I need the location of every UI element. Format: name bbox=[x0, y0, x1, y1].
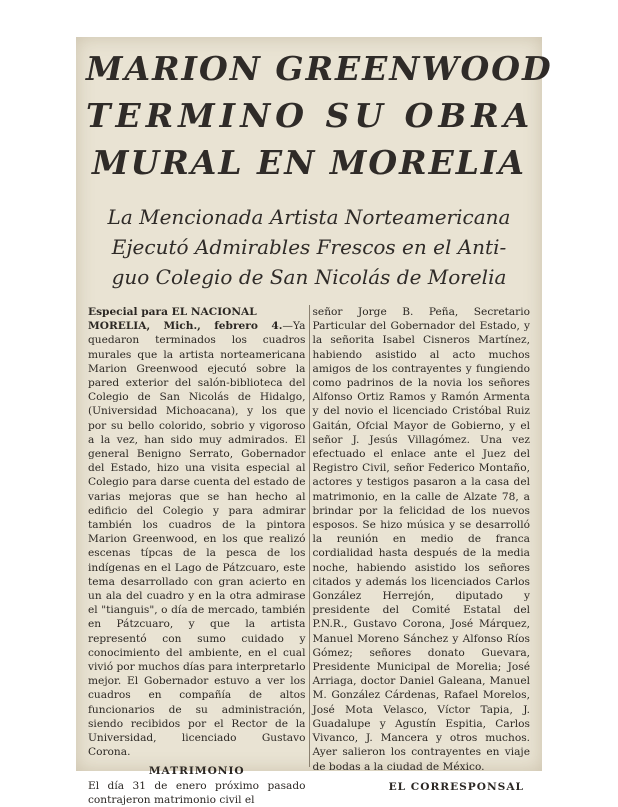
subheadline-line-1: La Mencionada Artista Norteamericana bbox=[107, 205, 511, 229]
article-body bbox=[88, 305, 530, 806]
headline-line-1: MARION GREENWOOD bbox=[86, 49, 553, 88]
article-col2-text: señor Jorge B. Peña, Secretario Particular del Gobernador del Estado, y la señorita Isabel Cisneros Martínez, habiendo asistido al acto muchos amigos de los contrayentes y fungiendo como padrinos de la novia los señores Alfonso Ortiz Ramos y Ramón Armenta y del novio el licenciado Cristóbal Ruiz Gaitán, Ofcial Mayor de Gobierno, y el señor J. Jesús Villagómez. Una vez efectuado el enlace ante el Juez del Registro Civil, señor Federico Montaño, actores y testigos pasaron a la casa del matrimonio, en la calle de Alzate 78, a brindar por la felicidad de los nuevos esposos. Se hizo música y se desarrolló la reunión en medio de franca cordialidad hasta después de la media noche, habiendo asistido los señores citados y además los licenciados Carlos González Herrejón, diputado y presidente del Comité Estatal del P.N.R., Gustavo Corona, José Márquez, Manuel Moreno Sánchez y Alfonso Ríos Gómez; señores donato Guevara, Presidente Municipal de Morelia; José Arriaga, doctor Daniel Galeana, Manuel M. González Cárdenas, Rafael Morelos, José Mota Velasco, Víctor Tapia, J. Guadalupe y Agustín Espitia, Carlos Vivanco, J. Mancera y otros muchos. Ayer salieron los contrayentes en viaje de bodas a la ciudad de México. bbox=[312, 306, 530, 773]
headline bbox=[86, 45, 553, 186]
section-heading: MATRIMONIO bbox=[148, 764, 245, 777]
subheadline-line-3: guo Colegio de San Nicolás de Morelia bbox=[111, 265, 507, 289]
subheadline-line-2: Ejecutó Admirables Frescos en el Anti- bbox=[111, 235, 507, 259]
article-paragraph-1 bbox=[88, 319, 306, 759]
column-divider bbox=[309, 305, 310, 767]
article-col1-text: —Ya quedaron terminados los cuadros murales que la artista norteamericana Marion Greenwood ejecutó sobre la pared exterior del salón-biblioteca del Colegio de San Nicolás de Hidalgo, (Universidad Michoacana), y los que por su bello colorido, sobrio y vigoroso a la vez, han sido muy admirados. El general Benigno Serrato, Gobernador del Estado, hizo una visita especial al Colegio para darse cuenta del estado de varias mejoras que se han hecho al edificio del Colegio y para admirar también los cuadros de la pintora Marion Greenwood, en los que realizó escenas típcas de la pesca de los indígenas en el Lago de Pátzcuaro, este tema desarrollado con gran acierto en un ala del cuadro y en la otra admirase el "tianguis", o día de mercado, también en Pátzcuaro, y que la artista representó con sumo cuidado y conocimiento del ambiente, en el cual vivió por muchos días para interpretarlo mejor. El Gobernador estuvo a ver los cuadros en compañía de altos funcionarios de su administración, siendo recibidos por el Rector de la Universidad, licenciado Gustavo Corona. bbox=[88, 320, 306, 759]
article-column-1 bbox=[88, 305, 306, 806]
newspaper-clipping bbox=[76, 37, 553, 806]
subheadline bbox=[86, 202, 532, 292]
article-byline: Especial para EL NACIONAL bbox=[88, 306, 257, 318]
article-signature: EL CORRESPONSAL bbox=[388, 780, 524, 793]
article-dateline: MORELIA, Mich., febrero 4. bbox=[88, 320, 283, 333]
article-col1-tail: El día 31 de enero próximo pasado contrajeron matrimonio civil el bbox=[88, 779, 306, 806]
headline-line-3: MURAL EN MORELIA bbox=[92, 143, 526, 182]
headline-line-2: TERMINO SU OBRA bbox=[86, 96, 535, 135]
article-column-2 bbox=[312, 305, 531, 793]
